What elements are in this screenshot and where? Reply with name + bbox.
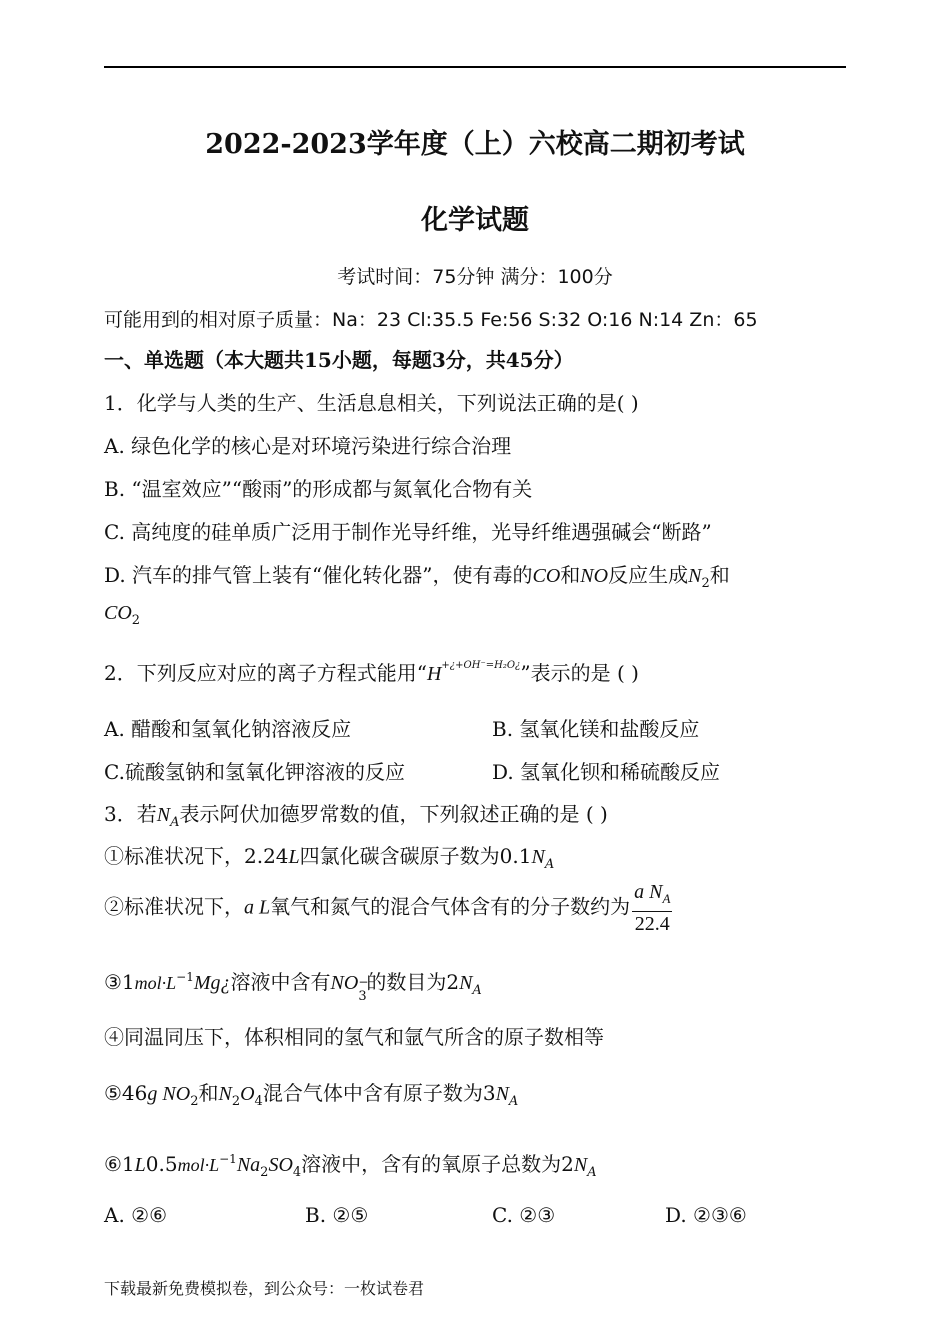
q3-statement-3: $③1mol\cdot L^{-1}Mg¿$溶液中含有NO − 3 的数目为$2N_A$ (104, 970, 482, 1004)
q2-option-c: C.硫酸氢钠和氢氧化钾溶液的反应 (104, 760, 405, 784)
top-rule (104, 66, 846, 68)
q3-statement-5: ⑤46g $NO_2$和$N_2O_4$混合气体中含有原子数为$3N_A$ (104, 1081, 519, 1109)
q3-option-b: B. ②⑤ (305, 1203, 369, 1227)
q1-stem: 1．化学与人类的生产、生活息息相关，下列说法正确的是( ) (104, 391, 639, 415)
q1-option-d-cont: $CO_2$ (104, 602, 141, 628)
atomic-mass-note: 可能用到的相对原子质量：Na：23 Cl:35.5 Fe:56 S:32 O:16 N:14 Zn：65 (104, 309, 758, 331)
q3-statement-1: ①标准状况下，2.24L四氯化碳含碳原子数为$0.1N_A$ (104, 844, 555, 872)
section-heading: 一、单选题（本大题共15小题，每题3分，共45分） (104, 348, 574, 372)
q3-option-c: C. ②③ (492, 1203, 556, 1227)
q3-stem: 3．若$N_A$表示阿伏加德罗常数的值，下列叙述正确的是 ( ) (104, 802, 608, 830)
q1-option-b: B. “温室效应”“酸雨”的形成都与氮氧化合物有关 (104, 477, 533, 501)
q2-option-a: A. 醋酸和氢氧化钠溶液反应 (104, 717, 352, 741)
q3-statement-4: ④同温同压下，体积相同的氢气和氩气所含的原子数相等 (104, 1025, 604, 1049)
q2-stem: 2．下列反应对应的离子方程式能用“$H^{+¿+OH^-=H_2O¿}$”表示的是 ( ) (104, 660, 639, 685)
q1-option-c: C. 高纯度的硅单质广泛用于制作光导纤维，光导纤维遇强碱会“断路” (104, 520, 712, 544)
q3-statement-2: ②标准状况下，a L氧气和氮气的混合气体含有的分子数约为 $\frac{a N_A}{22.4}$ (104, 881, 671, 935)
q3-option-d: D. ②③⑥ (665, 1203, 747, 1227)
footer-note: 下载最新免费模拟卷，到公众号：一枚试卷君 (104, 1279, 425, 1298)
q3-statement-6: $⑥1L0.5mol\cdot L^{-1}Na_2SO_4$溶液中，含有的氧原子总数为$2N_A$ (104, 1152, 597, 1180)
q1-option-a: A. 绿色化学的核心是对环境污染进行综合治理 (104, 434, 512, 458)
exam-subtitle: 化学试题 (421, 205, 529, 236)
exam-info: 考试时间：75分钟 满分：100分 (337, 266, 613, 288)
q2-option-b: B. 氢氧化镁和盐酸反应 (492, 717, 700, 741)
q3-option-a: A. ②⑥ (104, 1203, 168, 1227)
exam-title: 2022-2023学年度（上）六校高二期初考试 (205, 129, 745, 160)
fraction: $\frac{a N_A}{22.4}$ (634, 881, 671, 935)
q2-option-d: D. 氢氧化钡和稀硫酸反应 (492, 760, 721, 784)
q1-option-d: D. 汽车的排气管上装有“催化转化器”，使有毒的CO和NO反应生成$N_2$和 (104, 563, 730, 591)
